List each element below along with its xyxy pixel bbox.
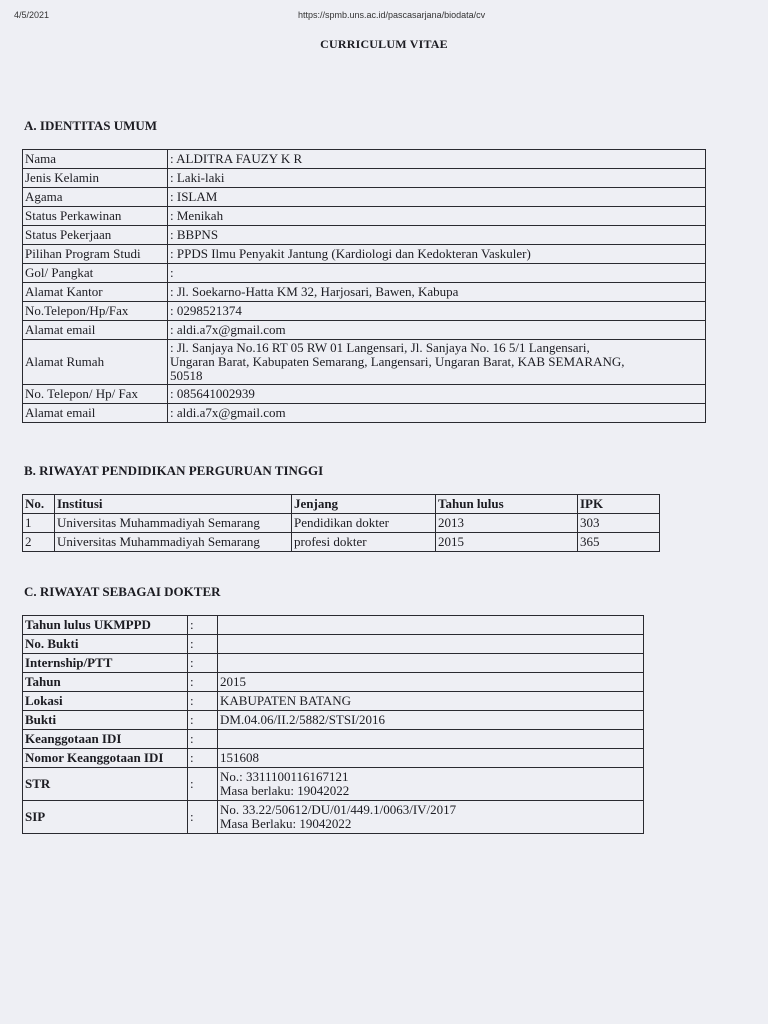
row-value: : Laki-laki (168, 169, 706, 188)
document-title: CURRICULUM VITAE (320, 37, 448, 51)
table-row (23, 226, 706, 245)
row-separator: : (188, 654, 218, 673)
row-value: 151608 (218, 749, 644, 768)
row-label: Pilihan Program Studi (23, 245, 168, 264)
table-row (23, 188, 706, 207)
row-label: Nomor Keanggotaan IDI (23, 749, 188, 768)
row-value: : 085641002939 (168, 385, 706, 404)
row-value: : Jl. Soekarno-Hatta KM 32, Harjosari, Bawen, Kabupa (168, 283, 706, 302)
row-label: Agama (23, 188, 168, 207)
row-separator: : (188, 635, 218, 654)
row-value: DM.04.06/II.2/5882/STSI/2016 (218, 711, 644, 730)
table-row (23, 635, 644, 654)
row-label: Status Perkawinan (23, 207, 168, 226)
table-cell: 2 (23, 533, 55, 552)
table-row (23, 169, 706, 188)
table-row (23, 245, 706, 264)
row-label: STR (23, 768, 188, 801)
table-cell: Pendidikan dokter (292, 514, 436, 533)
table-cell: 303 (578, 514, 660, 533)
column-header: Jenjang (292, 495, 436, 514)
section-b-title: B. RIWAYAT PENDIDIKAN PERGURUAN TINGGI (24, 463, 324, 478)
row-value (218, 635, 644, 654)
row-value (218, 616, 644, 635)
row-separator: : (188, 801, 218, 834)
table-row (23, 150, 706, 169)
table-cell: profesi dokter (292, 533, 436, 552)
print-url: https://spmb.uns.ac.id/pascasarjana/biodata/cv (298, 10, 486, 20)
row-value: No. 33.22/50612/DU/01/449.1/0063/IV/2017 Masa Berlaku: 19042022 (218, 801, 644, 834)
table-row (23, 404, 706, 423)
row-label: Alamat Kantor (23, 283, 168, 302)
row-label: SIP (23, 801, 188, 834)
table-cell: 2015 (436, 533, 578, 552)
table-row (23, 302, 706, 321)
row-value: No.: 3311100116167121 Masa berlaku: 19042022 (218, 768, 644, 801)
row-value: : 0298521374 (168, 302, 706, 321)
table-cell: 365 (578, 533, 660, 552)
row-value (218, 654, 644, 673)
column-header: Institusi (55, 495, 292, 514)
row-label: Alamat email (23, 321, 168, 340)
row-value: : Jl. Sanjaya No.16 RT 05 RW 01 Langensari, Jl. Sanjaya No. 16 5/1 Langensari, Ungaran Barat, Kabupaten Semarang, Langensari, Ungaran Barat, KAB SEMARANG, 50518 (168, 340, 706, 385)
row-value: KABUPATEN BATANG (218, 692, 644, 711)
table-row (23, 801, 644, 834)
table-row (23, 283, 706, 302)
row-separator: : (188, 616, 218, 635)
table-row (23, 321, 706, 340)
row-value: : Menikah (168, 207, 706, 226)
row-label: Lokasi (23, 692, 188, 711)
table-row (23, 533, 660, 552)
section-a-title: A. IDENTITAS UMUM (24, 118, 158, 133)
row-value: : aldi.a7x@gmail.com (168, 404, 706, 423)
row-separator: : (188, 692, 218, 711)
identity-table (22, 149, 706, 423)
row-label: Tahun lulus UKMPPD (23, 616, 188, 635)
row-value: : ISLAM (168, 188, 706, 207)
section-c-title: C. RIWAYAT SEBAGAI DOKTER (24, 584, 221, 599)
table-row (23, 514, 660, 533)
table-row (23, 385, 706, 404)
row-label: Nama (23, 150, 168, 169)
table-row (23, 768, 644, 801)
table-cell: 2013 (436, 514, 578, 533)
row-separator: : (188, 730, 218, 749)
row-value: : aldi.a7x@gmail.com (168, 321, 706, 340)
table-row (23, 730, 644, 749)
column-header: No. (23, 495, 55, 514)
table-row (23, 340, 706, 385)
table-row (23, 711, 644, 730)
table-cell: 1 (23, 514, 55, 533)
row-separator: : (188, 749, 218, 768)
table-row (23, 264, 706, 283)
row-value: : ALDITRA FAUZY K R (168, 150, 706, 169)
table-cell: Universitas Muhammadiyah Semarang (55, 533, 292, 552)
row-value: 2015 (218, 673, 644, 692)
row-separator: : (188, 673, 218, 692)
row-label: Keanggotaan IDI (23, 730, 188, 749)
print-date: 4/5/2021 (14, 10, 50, 20)
column-header: IPK (578, 495, 660, 514)
column-header: Tahun lulus (436, 495, 578, 514)
row-label: No. Bukti (23, 635, 188, 654)
row-label: No.Telepon/Hp/Fax (23, 302, 168, 321)
row-label: Jenis Kelamin (23, 169, 168, 188)
row-label: Bukti (23, 711, 188, 730)
row-value: : BBPNS (168, 226, 706, 245)
row-label: Status Pekerjaan (23, 226, 168, 245)
row-value (218, 730, 644, 749)
row-label: No. Telepon/ Hp/ Fax (23, 385, 168, 404)
table-row (23, 654, 644, 673)
row-value: : PPDS Ilmu Penyakit Jantung (Kardiologi dan Kedokteran Vaskuler) (168, 245, 706, 264)
row-label: Gol/ Pangkat (23, 264, 168, 283)
education-table (22, 494, 660, 552)
row-value: : (168, 264, 706, 283)
table-row (23, 616, 644, 635)
row-label: Tahun (23, 673, 188, 692)
table-header-row (23, 495, 660, 514)
table-cell: Universitas Muhammadiyah Semarang (55, 514, 292, 533)
row-separator: : (188, 711, 218, 730)
table-row (23, 207, 706, 226)
row-separator: : (188, 768, 218, 801)
row-label: Alamat Rumah (23, 340, 168, 385)
table-row (23, 749, 644, 768)
table-row (23, 673, 644, 692)
doctor-history-table (22, 615, 644, 834)
row-label: Alamat email (23, 404, 168, 423)
row-label: Internship/PTT (23, 654, 188, 673)
table-row (23, 692, 644, 711)
